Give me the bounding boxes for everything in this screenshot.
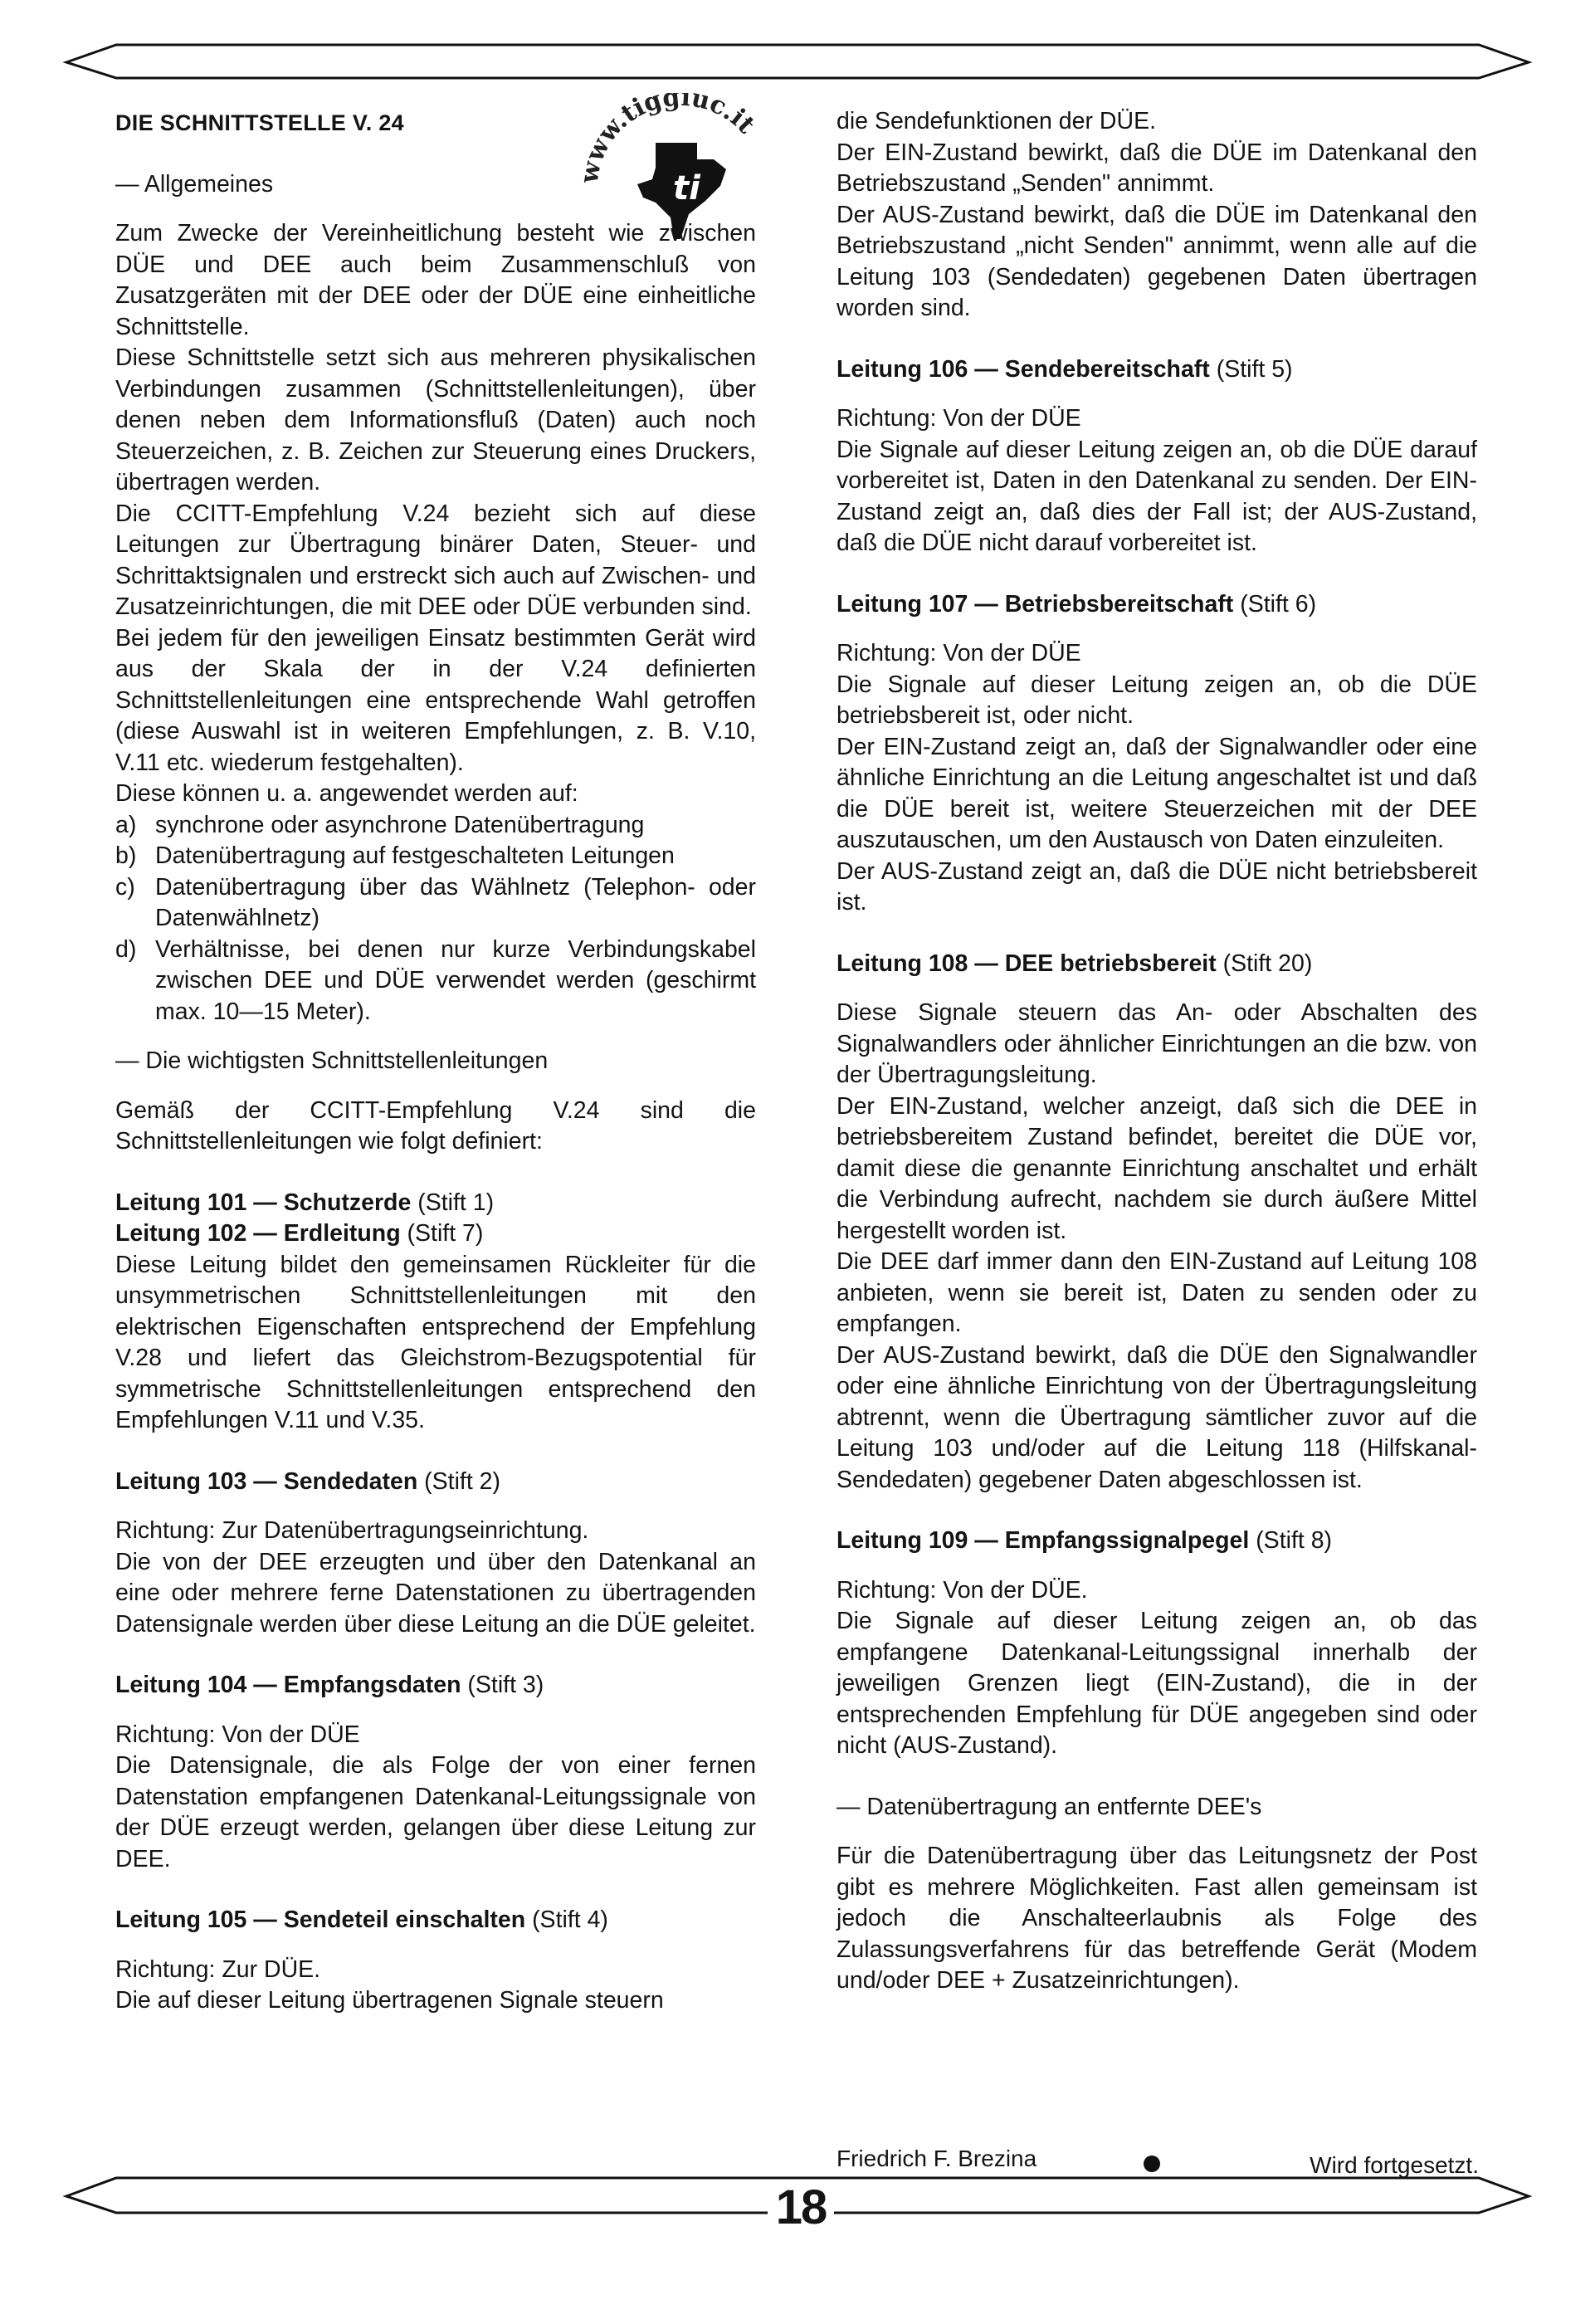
- line-107-text-2: Der EIN-Zustand zeigt an, daß der Signalwandler oder eine ähnliche Einrichtung an die Leitung angeschaltet ist und daß die DÜE bereit ist, weitere Steuerzeichen mit der DEE auszutauschen, um den Austausch von Daten einzuleiten.: [837, 733, 1477, 853]
- section-heading-remote: — Datenübertragung an entfernte DEE's: [837, 1793, 1262, 1820]
- continued-text: die Sendefunktionen der DÜE.: [837, 108, 1157, 134]
- line-106-text: Die Signale auf dieser Leitung zeigen an, ob die DÜE darauf vorbereitet ist, Daten in den Datenkanal zu senden. Der EIN-Zustand zeigt an, daß dies der Fall ist; der AUS-Zustand, daß die DÜE nicht darauf vorbereitet ist.: [837, 436, 1477, 556]
- line-107-label: Leitung 107 — Betriebsbereitschaft: [837, 590, 1234, 618]
- line-103-text: Die von der DEE erzeugten und über den Datenkanal an eine oder mehrere ferne Datenstationen zu übertragenden Datensignale werden über diese Leitung an die DÜE geleitet.: [115, 1548, 756, 1638]
- line-108-text-3: Die DEE darf immer dann den EIN-Zustand auf Leitung 108 anbieten, wenn sie bereit ist, Daten zu senden oder zu empfangen.: [837, 1248, 1477, 1337]
- list-item: [115, 841, 756, 872]
- intro-paragraph-4: Bei jedem für den jeweiligen Einsatz bestimmten Gerät wird aus der Skala der in der V.24 definierten Schnittstellenleitungen eine entsprechende Wahl getroffen (diese Auswahl ist in weiteren Empfehlungen, z. B. V.10, V.11 etc. wiederum festgehalten).: [115, 624, 756, 776]
- line-105-direction: Richtung: Zur DÜE.: [115, 1955, 321, 1983]
- line-109-direction: Richtung: Von der DÜE.: [837, 1576, 1088, 1604]
- line-106-pin: (Stift 5): [1216, 355, 1293, 383]
- page-number: 18: [768, 2183, 834, 2233]
- list-item: [115, 810, 756, 842]
- line-103-heading: [115, 1467, 756, 1498]
- left-column: [115, 108, 756, 2017]
- line-104-label: Leitung 104 — Empfangsdaten: [115, 1672, 461, 1698]
- svg-text:www.tiggiuc.it: www.tiggiuc.it: [574, 93, 761, 186]
- line-103-pin: (Stift 2): [424, 1467, 501, 1495]
- usage-list: [115, 810, 756, 1028]
- line-102-heading: [115, 1218, 756, 1250]
- right-column: [837, 106, 1477, 1997]
- line-107-heading: [837, 589, 1477, 621]
- line-101-pin: (Stift 1): [417, 1189, 495, 1216]
- list-marker: d): [115, 935, 137, 963]
- list-marker: b): [115, 842, 137, 869]
- line-109-label: Leitung 109 — Empfangssignalpegel: [837, 1527, 1250, 1554]
- line-105-pin: (Stift 4): [532, 1907, 608, 1933]
- line-106-heading: [837, 354, 1477, 386]
- intro-paragraph-2: Diese Schnittstelle setzt sich aus mehreren physikalischen Verbindungen zusammen (Schnittstellenleitungen), über denen neben dem Informationsfluß (Daten) auch noch Steuerzeichen, z. B. Zeichen zur Steuerung eines Druckers, übertragen werden.: [115, 344, 756, 496]
- list-item-text: synchrone oder asynchrone Datenübertragung: [155, 811, 645, 838]
- line-108-heading: [837, 949, 1477, 980]
- list-item-text: Datenübertragung über das Wählnetz (Telephon- oder Datenwählnetz): [155, 873, 756, 931]
- line-101-label: Leitung 101 — Schutzerde: [115, 1189, 412, 1216]
- line-105-off-state: Der AUS-Zustand bewirkt, daß die DÜE im Datenkanal den Betriebszustand „nicht Senden" annimmt, wenn alle auf die Leitung 103 (Sendedaten) gegebenen Daten übertragen worden sind.: [837, 201, 1477, 321]
- line-104-heading: [115, 1670, 756, 1702]
- list-item-text: Datenübertragung auf festgeschalteten Leitungen: [155, 842, 675, 869]
- line-109-heading: [837, 1526, 1477, 1557]
- line-105-text: Die auf dieser Leitung übertragenen Signale steuern: [115, 1987, 664, 2014]
- line-108-text-1: Diese Signale steuern das An- oder Abschalten des Signalwandlers oder ähnlicher Einrichtungen an die bzw. von der Übertragungsleitung.: [837, 999, 1477, 1088]
- list-marker: c): [115, 873, 135, 901]
- line-107-text-3: Der AUS-Zustand zeigt an, daß die DÜE nicht betriebsbereit ist.: [837, 857, 1477, 915]
- line-102-text: Diese Leitung bildet den gemeinsamen Rückleiter für die unsymmetrischen Schnittstellenleitungen mit den elektrischen Eigenschaften entsprechend der Empfehlung V.28 und liefert das Gleichstrom-Bezugspotential für symmetrische Schnittstellenleitungen entsprechend den Empfehlungen V.11 und V.35.: [115, 1251, 756, 1433]
- line-103-direction: Richtung: Zur Datenübertragungseinrichtung.: [115, 1517, 589, 1544]
- line-108-text-2: Der EIN-Zustand, welcher anzeigt, daß sich die DEE in betriebsbereitem Zustand befindet, bereitet die DÜE vor, damit diese die genannte Einrichtung anschaltet und erhält die Verbindung aufrecht, nachdem sie durch äußere Mittel hergestellt worden ist.: [837, 1092, 1477, 1244]
- author-name: Friedrich F. Brezina: [837, 2146, 1037, 2171]
- line-105-label: Leitung 105 — Sendeteil einschalten: [115, 1907, 526, 1933]
- svg-text:ti: ti: [673, 169, 700, 208]
- remote-text: Für die Datenübertragung über das Leitungsnetz der Post gibt es mehrere Möglichkeiten. Fast allen gemeinsam ist jedoch die Anschalteerlaubnis als Folge des Zulassungsverfahrens für das betreffende Gerät (Modem und/oder DEE + Zusatzeinrichtungen).: [837, 1843, 1477, 1994]
- article-title: DIE SCHNITTSTELLE V. 24: [115, 110, 404, 135]
- line-104-text: Die Datensignale, die als Folge der von einer fernen Datenstation empfangenen Datenkanal-Leitungssignale von der DÜE erzeugt werden, gelangen über diese Leitung zur DEE.: [115, 1752, 756, 1872]
- continued-note: Wird fortgesetzt.: [1310, 2152, 1479, 2178]
- list-item: [115, 872, 756, 935]
- section-heading-lines: — Die wichtigsten Schnittstellenleitungen: [115, 1047, 549, 1074]
- line-109-pin: (Stift 8): [1256, 1527, 1333, 1554]
- section-heading-general: — Allgemeines: [115, 170, 274, 198]
- top-border-line: [0, 33, 1595, 91]
- line-109-text: Die Signale auf dieser Leitung zeigen an, ob das empfangene Datenkanal-Leitungssignal innerhalb der jeweiligen Grenzen liegt (EIN-Zustand), die in der entsprechenden Empfehlung für DÜE angegeben sind oder nicht (AUS-Zustand).: [837, 1608, 1477, 1759]
- line-106-direction: Richtung: Von der DÜE: [837, 405, 1081, 432]
- line-107-direction: Richtung: Von der DÜE: [837, 640, 1081, 666]
- line-103-label: Leitung 103 — Sendedaten: [115, 1467, 418, 1495]
- line-108-pin: (Stift 20): [1222, 950, 1313, 977]
- line-102-label: Leitung 102 — Erdleitung: [115, 1220, 401, 1247]
- intro-paragraph-3: Die CCITT-Empfehlung V.24 bezieht sich auf diese Leitungen zur Übertragung binärer Daten, Steuer- und Schrittaktsignalen und erstreckt sich auch auf Zwischen- und Zusatzeinrichtungen, die mit DEE oder DÜE verbunden sind.: [115, 500, 756, 620]
- list-item-text: Verhältnisse, bei denen nur kurze Verbindungskabel zwischen DEE und DÜE verwendet werden (geschirmt max. 10—15 Meter).: [155, 935, 756, 1025]
- intro-paragraph-1: Zum Zwecke der Vereinheitlichung besteht wie zwischen DÜE und DEE auch beim Zusammenschluß von Zusatzgeräten mit der DEE oder der DÜE eine einheitliche Schnittstelle.: [115, 220, 756, 340]
- line-101-heading: [115, 1188, 756, 1219]
- line-105-heading: [115, 1905, 756, 1936]
- lines-intro: Gemäß der CCITT-Empfehlung V.24 sind die Schnittstellenleitungen wie folgt definiert:: [115, 1096, 756, 1155]
- intro-paragraph-5: Diese können u. a. angewendet werden auf:: [115, 780, 578, 807]
- line-104-direction: Richtung: Von der DÜE: [115, 1721, 360, 1748]
- list-marker: a): [115, 811, 137, 838]
- line-108-text-4: Der AUS-Zustand bewirkt, daß die DÜE den Signalwandler oder eine ähnliche Einrichtung von der Übertragungsleitung abtrennt, wenn die Übertragung sämtlicher zuvor auf die Leitung 103 und/oder auf die Leitung 118 (Hilfskanal-Sendedaten) gegebener Daten abgeschlossen ist.: [837, 1341, 1477, 1493]
- line-108-label: Leitung 108 — DEE betriebsbereit: [837, 950, 1217, 977]
- line-104-pin: (Stift 3): [467, 1672, 544, 1698]
- line-102-pin: (Stift 7): [407, 1220, 484, 1247]
- line-107-text-1: Die Signale auf dieser Leitung zeigen an, ob die DÜE betriebsbereit ist, oder nicht.: [837, 671, 1477, 729]
- line-106-label: Leitung 106 — Sendebereitschaft: [837, 355, 1210, 383]
- line-105-on-state: Der EIN-Zustand bewirkt, daß die DÜE im Datenkanal den Betriebszustand „Senden" annimmt.: [837, 139, 1477, 197]
- line-107-pin: (Stift 6): [1240, 590, 1317, 618]
- list-item: [115, 935, 756, 1028]
